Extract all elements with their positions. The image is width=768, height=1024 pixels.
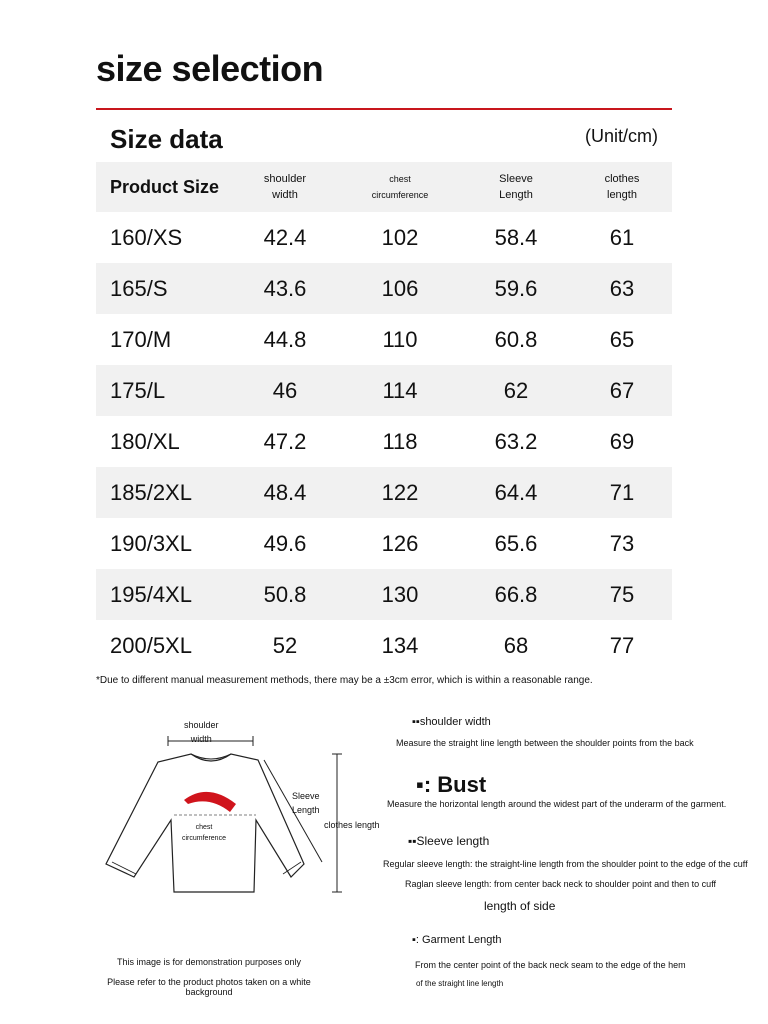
diagram-caption-1: This image is for demonstration purposes only bbox=[116, 957, 302, 967]
cell-sleeve: 63.2 bbox=[494, 428, 538, 454]
cell-size: 190/3XL bbox=[110, 530, 192, 556]
table-row bbox=[96, 416, 672, 467]
cell-size: 165/S bbox=[110, 275, 168, 301]
cell-length: 63 bbox=[609, 275, 635, 301]
sleeve-desc-regular: Regular sleeve length: the straight-line length from the shoulder point to the edge of the cuff bbox=[383, 859, 748, 869]
sweater-diagram bbox=[96, 712, 396, 932]
cell-size: 170/M bbox=[110, 326, 172, 352]
size-data-label: Size data bbox=[110, 124, 223, 154]
cell-length: 67 bbox=[609, 377, 635, 403]
cell-sleeve: 58.4 bbox=[494, 224, 538, 250]
sleeve-desc-raglan: Raglan sleeve length: from center back neck to shoulder point and then to cuff bbox=[405, 879, 717, 889]
shoulder-width-title: ▪▪shoulder width bbox=[412, 716, 491, 728]
cell-shoulder: 48.4 bbox=[263, 479, 307, 505]
cell-shoulder: 52 bbox=[272, 632, 298, 658]
cell-shoulder: 44.8 bbox=[263, 326, 307, 352]
cell-length: 71 bbox=[609, 479, 635, 505]
cell-chest: 114 bbox=[382, 377, 418, 403]
cell-shoulder: 42.4 bbox=[263, 224, 307, 250]
table-row bbox=[96, 365, 672, 416]
page-title: size selection bbox=[96, 48, 324, 89]
table-header-row bbox=[96, 162, 672, 212]
cell-shoulder: 47.2 bbox=[263, 428, 307, 454]
cell-length: 77 bbox=[609, 632, 635, 658]
cell-chest: 134 bbox=[381, 632, 419, 658]
cell-chest: 130 bbox=[381, 581, 419, 607]
marker-icon: ▪▪ bbox=[412, 716, 420, 728]
sweater-illustration bbox=[96, 712, 396, 912]
measurement-note: *Due to different manual measurement methods, there may be a ±3cm error, which is within a reasonable range. bbox=[96, 675, 593, 686]
diagram-shoulder-label: shoulder width bbox=[184, 720, 219, 744]
diagram-sleeve-label: Sleeve Length bbox=[292, 791, 320, 815]
header-clothes-length: clothes length bbox=[604, 173, 640, 201]
cell-size: 195/4XL bbox=[110, 581, 192, 607]
marker-icon: ▪ bbox=[412, 934, 416, 946]
cell-sleeve: 66.8 bbox=[494, 581, 538, 607]
cell-shoulder: 43.6 bbox=[263, 275, 307, 301]
cell-chest: 102 bbox=[381, 224, 419, 250]
garment-desc-2: of the straight line length bbox=[416, 979, 504, 988]
cell-chest: 118 bbox=[382, 428, 418, 454]
cell-sleeve: 60.8 bbox=[494, 326, 538, 352]
sleeve-desc-side: length of side bbox=[484, 899, 556, 913]
cell-sleeve: 59.6 bbox=[494, 275, 538, 301]
title-divider bbox=[96, 108, 672, 110]
cell-shoulder: 49.6 bbox=[263, 530, 307, 556]
garment-desc-1: From the center point of the back neck seam to the edge of the hem bbox=[415, 960, 686, 970]
table-row bbox=[96, 620, 672, 671]
diagram-clothes-length-label: clothes length bbox=[324, 820, 380, 830]
cell-size: 185/2XL bbox=[110, 479, 192, 505]
size-table bbox=[96, 162, 672, 671]
header-shoulder-width: shoulder width bbox=[263, 173, 307, 201]
cell-chest: 122 bbox=[381, 479, 419, 505]
table-row bbox=[96, 467, 672, 518]
cell-size: 160/XS bbox=[110, 224, 183, 250]
sleeve-length-title: ▪▪Sleeve length bbox=[408, 834, 490, 848]
header-chest-circumference: chest circumference bbox=[371, 174, 429, 200]
cell-chest: 106 bbox=[381, 275, 419, 301]
unit-label: (Unit/cm) bbox=[585, 126, 658, 146]
cell-size: 175/L bbox=[110, 377, 166, 403]
marker-icon: ▪ bbox=[416, 772, 424, 797]
garment-length-title: ▪: Garment Length bbox=[412, 934, 502, 946]
cell-size: 180/XL bbox=[110, 428, 180, 454]
bust-title: ▪: Bust bbox=[416, 772, 487, 797]
table-row bbox=[96, 314, 672, 365]
shoulder-width-desc: Measure the straight line length between the shoulder points from the back bbox=[396, 738, 694, 748]
table-row bbox=[96, 263, 672, 314]
cell-length: 73 bbox=[609, 530, 635, 556]
cell-length: 61 bbox=[609, 224, 635, 250]
cell-length: 65 bbox=[609, 326, 635, 352]
marker-icon: ▪▪ bbox=[408, 834, 417, 848]
cell-chest: 126 bbox=[381, 530, 419, 556]
diagram-chest-label: chest circumference bbox=[182, 824, 226, 842]
bust-desc: Measure the horizontal length around the widest part of the underarm of the garment. bbox=[387, 799, 727, 809]
cell-sleeve: 64.4 bbox=[494, 479, 538, 505]
table-row bbox=[96, 212, 672, 263]
cell-length: 69 bbox=[609, 428, 635, 454]
table-row bbox=[96, 569, 672, 620]
cell-shoulder: 50.8 bbox=[263, 581, 307, 607]
cell-sleeve: 62 bbox=[503, 377, 529, 403]
table-row bbox=[96, 518, 672, 569]
header-product-size: Product Size bbox=[110, 176, 220, 197]
cell-chest: 110 bbox=[382, 326, 418, 352]
cell-size: 200/5XL bbox=[110, 632, 192, 658]
cell-shoulder: 46 bbox=[272, 377, 298, 403]
cell-length: 75 bbox=[609, 581, 635, 607]
header-sleeve-length: Sleeve Length bbox=[499, 173, 533, 201]
cell-sleeve: 68 bbox=[503, 632, 529, 658]
cell-sleeve: 65.6 bbox=[494, 530, 538, 556]
diagram-caption-2: Please refer to the product photos taken on a white background bbox=[107, 977, 311, 997]
